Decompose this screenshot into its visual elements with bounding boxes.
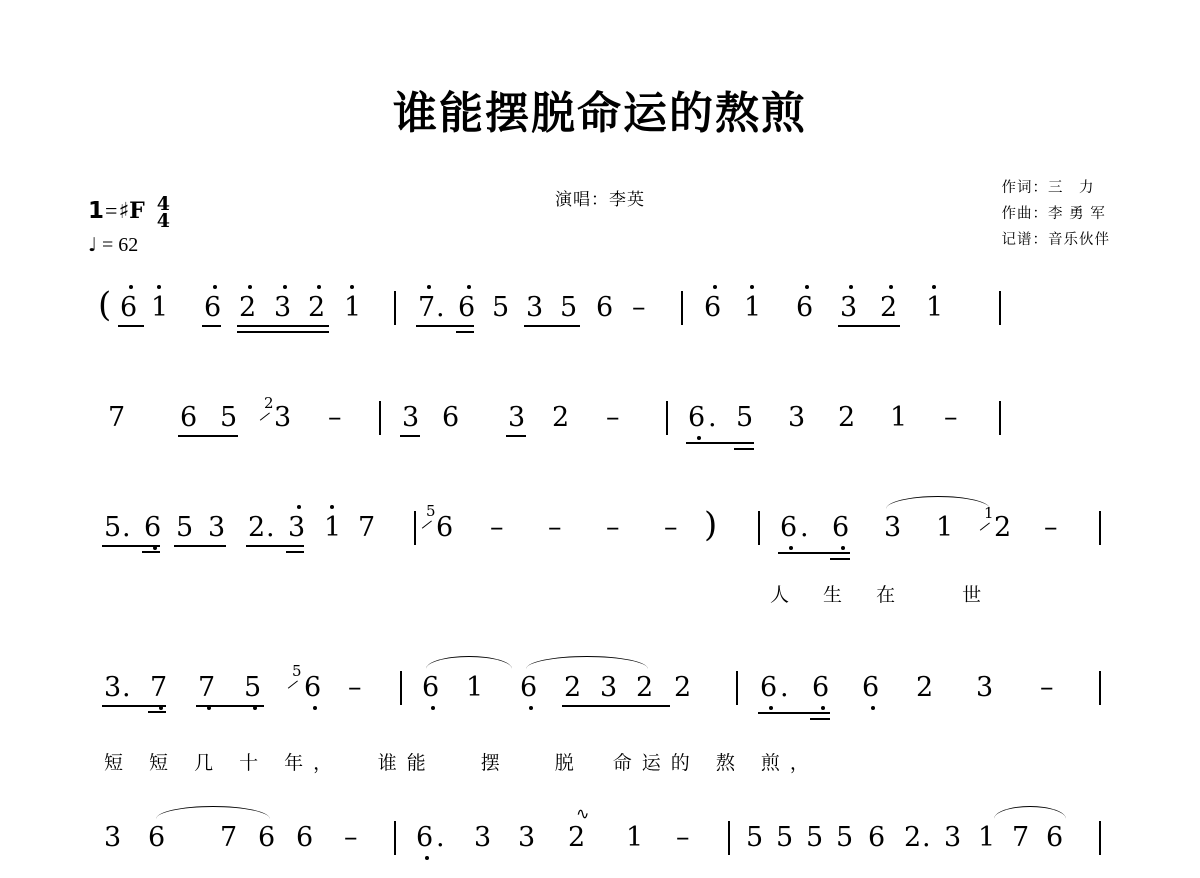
note: 2 <box>248 512 266 543</box>
beam-2 <box>830 558 850 560</box>
note: 2 <box>880 292 898 323</box>
octave-dot-below <box>313 706 317 710</box>
octave-dot-above <box>849 285 853 289</box>
octave-dot-above <box>283 285 287 289</box>
time-signature-numerator: 4 <box>156 193 170 215</box>
note: 2 <box>674 672 692 703</box>
octave-dot-above <box>805 285 809 289</box>
music-system-5 <box>96 804 1112 878</box>
note: 6 <box>148 822 166 853</box>
barline <box>666 401 668 435</box>
composer-credit: 作曲：李 勇 军 <box>1001 206 1106 222</box>
note: 2 <box>239 292 257 323</box>
augmentation-dot: . <box>708 402 717 433</box>
note: 5 <box>736 402 754 433</box>
key-signature-block <box>88 193 170 257</box>
grace-note: 1 <box>984 504 994 522</box>
beam-2 <box>810 718 830 720</box>
slur <box>156 806 270 819</box>
notation-row <box>96 662 1112 728</box>
note: 6 <box>596 292 614 323</box>
note: 5 <box>104 512 122 543</box>
note: 5 <box>746 822 764 853</box>
beam-2 <box>237 331 329 333</box>
beam <box>118 325 144 327</box>
music-system-2 <box>96 394 1112 458</box>
note: 6 <box>520 672 538 703</box>
note: 3 <box>274 402 292 433</box>
beam <box>102 705 166 707</box>
note: 2 <box>552 402 570 433</box>
note: 1 <box>936 512 954 543</box>
note: 3 <box>840 292 858 323</box>
note: 6 <box>1046 822 1064 853</box>
augmentation-dot: . <box>436 292 445 323</box>
augmentation-dot: . <box>122 512 131 543</box>
beam <box>778 552 850 554</box>
note: 1 <box>151 292 169 323</box>
octave-dot-above <box>157 285 161 289</box>
note: 3 <box>474 822 492 853</box>
note: 3 <box>976 672 994 703</box>
octave-dot-above <box>889 285 893 289</box>
note: 7 <box>198 672 216 703</box>
beam-2 <box>456 331 474 333</box>
open-paren: ( <box>98 285 112 325</box>
duration-dash: – <box>606 512 620 543</box>
beam <box>237 325 329 327</box>
beam <box>178 435 238 437</box>
duration-dash: – <box>676 822 690 853</box>
barline <box>736 671 738 705</box>
note: 3 <box>208 512 226 543</box>
note: 7 <box>150 672 168 703</box>
lyric-line-2: 短 短 几 十 年， 谁能 摆 脱 命运的 熬 煎， <box>104 752 819 774</box>
note: 1 <box>744 292 762 323</box>
note: 3 <box>518 822 536 853</box>
note: 6 <box>688 402 706 433</box>
note: 3 <box>526 292 544 323</box>
note: 5 <box>560 292 578 323</box>
duration-dash: – <box>548 512 562 543</box>
note: 3 <box>788 402 806 433</box>
octave-dot-below <box>425 856 429 860</box>
beam <box>174 545 226 547</box>
singer-credit: 演唱：李英 <box>555 190 645 210</box>
page-title: 谁能摆脱命运的熬煎 <box>393 88 807 139</box>
octave-dot-above <box>330 505 334 509</box>
octave-dot-above <box>350 285 354 289</box>
octave-dot-below <box>697 436 701 440</box>
note: 6 <box>296 822 314 853</box>
augmentation-dot: . <box>800 512 809 543</box>
note: 6 <box>422 672 440 703</box>
octave-dot-below <box>769 706 773 710</box>
octave-dot-above <box>427 285 431 289</box>
note: 6 <box>416 822 434 853</box>
note: 5 <box>836 822 854 853</box>
note: 7 <box>358 512 376 543</box>
music-system-3 <box>96 502 1112 568</box>
note: 6 <box>862 672 880 703</box>
beam <box>246 545 304 547</box>
transcriber-credit: 记谱：音乐伙伴 <box>1001 232 1110 248</box>
note: 7 <box>1012 822 1030 853</box>
note: 3 <box>508 402 526 433</box>
duration-dash: – <box>344 822 358 853</box>
note: 5 <box>806 822 824 853</box>
octave-dot-above <box>297 505 301 509</box>
beam <box>202 325 221 327</box>
note: 7 <box>418 292 436 323</box>
barline <box>414 511 416 545</box>
note: 3 <box>884 512 902 543</box>
note: 5 <box>176 512 194 543</box>
augmentation-dot: . <box>266 512 275 543</box>
octave-dot-below <box>431 706 435 710</box>
note: 7 <box>108 402 126 433</box>
note: 7 <box>220 822 238 853</box>
beam <box>838 325 900 327</box>
duration-dash: – <box>944 402 958 433</box>
note: 1 <box>926 292 944 323</box>
grace-note: 5 <box>292 662 302 680</box>
tempo-value: 62 <box>118 234 139 256</box>
note: 2 <box>916 672 934 703</box>
mordent-icon: ∿ <box>576 804 590 823</box>
barline <box>999 401 1001 435</box>
beam-2 <box>148 711 166 713</box>
note: 1 <box>978 822 996 853</box>
note: 3 <box>402 402 420 433</box>
augmentation-dot: . <box>122 672 131 703</box>
augmentation-dot: . <box>436 822 445 853</box>
octave-dot-above <box>129 285 133 289</box>
note: 6 <box>442 402 460 433</box>
grace-note-slash <box>260 412 270 420</box>
octave-dot-above <box>932 285 936 289</box>
music-system-1 <box>96 285 1112 348</box>
barline <box>379 401 381 435</box>
notation-row <box>96 285 1112 348</box>
tempo-marking <box>88 234 170 257</box>
octave-dot-above <box>213 285 217 289</box>
tempo-equals: = <box>101 234 114 256</box>
beam <box>524 325 580 327</box>
beam <box>102 545 160 547</box>
note: 5 <box>776 822 794 853</box>
note: 6 <box>832 512 850 543</box>
barline <box>400 671 402 705</box>
lyricist-credit: 作词：三 力 <box>1001 180 1095 196</box>
note: 2 <box>994 512 1012 543</box>
key-tonic: ♯F <box>118 198 145 224</box>
note: 6 <box>458 292 476 323</box>
note: 6 <box>258 822 276 853</box>
key-equals: = <box>105 198 118 223</box>
duration-dash: – <box>606 402 620 433</box>
grace-note: 2 <box>264 394 274 412</box>
notation-row <box>96 502 1112 568</box>
note: 2 <box>564 672 582 703</box>
barline <box>394 291 396 325</box>
barline <box>1099 511 1101 545</box>
beam-2 <box>286 551 304 553</box>
duration-dash: – <box>664 512 678 543</box>
note: 3 <box>944 822 962 853</box>
augmentation-dot: . <box>922 822 931 853</box>
note: 3 <box>600 672 618 703</box>
note: 2 <box>636 672 654 703</box>
slur <box>886 496 990 509</box>
octave-dot-below <box>789 546 793 550</box>
slur <box>994 806 1066 819</box>
beam <box>196 705 264 707</box>
lyric-line-1: 人 生 在 世 <box>770 584 996 606</box>
beam <box>416 325 474 327</box>
time-signature <box>156 193 170 232</box>
barline <box>681 291 683 325</box>
barline <box>758 511 760 545</box>
note: 6 <box>796 292 814 323</box>
key-do-label: 1 <box>88 198 105 224</box>
music-system-4 <box>96 662 1112 728</box>
duration-dash: – <box>490 512 504 543</box>
grace-note: 5 <box>426 502 436 520</box>
octave-dot-above <box>467 285 471 289</box>
note: 2 <box>308 292 326 323</box>
duration-dash: – <box>1044 512 1058 543</box>
octave-dot-above <box>317 285 321 289</box>
note: 2 <box>568 822 586 853</box>
note: 1 <box>890 402 908 433</box>
note: 2 <box>904 822 922 853</box>
beam <box>506 435 526 437</box>
note: 6 <box>704 292 722 323</box>
note: 6 <box>180 402 198 433</box>
note: 5 <box>492 292 510 323</box>
octave-dot-below <box>841 546 845 550</box>
duration-dash: – <box>1040 672 1054 703</box>
octave-dot-below <box>529 706 533 710</box>
note: 6 <box>868 822 886 853</box>
octave-dot-above <box>750 285 754 289</box>
note: 2 <box>838 402 856 433</box>
beam <box>562 705 670 707</box>
note: 1 <box>344 292 362 323</box>
note: 6 <box>144 512 162 543</box>
close-paren: ) <box>704 505 718 545</box>
slur <box>426 656 512 669</box>
barline <box>1099 671 1101 705</box>
slur <box>526 656 648 669</box>
note: 3 <box>288 512 306 543</box>
notation-row <box>96 394 1112 458</box>
note: 5 <box>220 402 238 433</box>
octave-dot-above <box>713 285 717 289</box>
grace-note-slash <box>422 520 432 528</box>
grace-note-slash <box>288 680 298 688</box>
note: 1 <box>324 512 342 543</box>
note: 5 <box>244 672 262 703</box>
note: 6 <box>120 292 138 323</box>
beam <box>758 712 830 714</box>
note: 6 <box>436 512 454 543</box>
beam <box>686 442 754 444</box>
octave-dot-below <box>821 706 825 710</box>
duration-dash: – <box>328 402 342 433</box>
beam-2 <box>142 551 160 553</box>
duration-dash: – <box>632 292 646 323</box>
note: 1 <box>466 672 484 703</box>
time-signature-denominator: 4 <box>156 210 170 232</box>
note: 3 <box>274 292 292 323</box>
note: 6 <box>812 672 830 703</box>
duration-dash: – <box>348 672 362 703</box>
augmentation-dot: . <box>780 672 789 703</box>
credits-block <box>1002 175 1111 253</box>
note: 1 <box>626 822 644 853</box>
beam-2 <box>734 448 754 450</box>
beam <box>400 435 420 437</box>
barline <box>999 291 1001 325</box>
note: 6 <box>780 512 798 543</box>
note: 6 <box>304 672 322 703</box>
octave-dot-above <box>248 285 252 289</box>
notation-row <box>96 804 1112 878</box>
note: 6 <box>204 292 222 323</box>
octave-dot-below <box>871 706 875 710</box>
note: 6 <box>760 672 778 703</box>
grace-note-slash <box>980 522 990 530</box>
note: 3 <box>104 672 122 703</box>
quarter-note-icon: ♩ <box>88 234 97 256</box>
note: 3 <box>104 822 122 853</box>
